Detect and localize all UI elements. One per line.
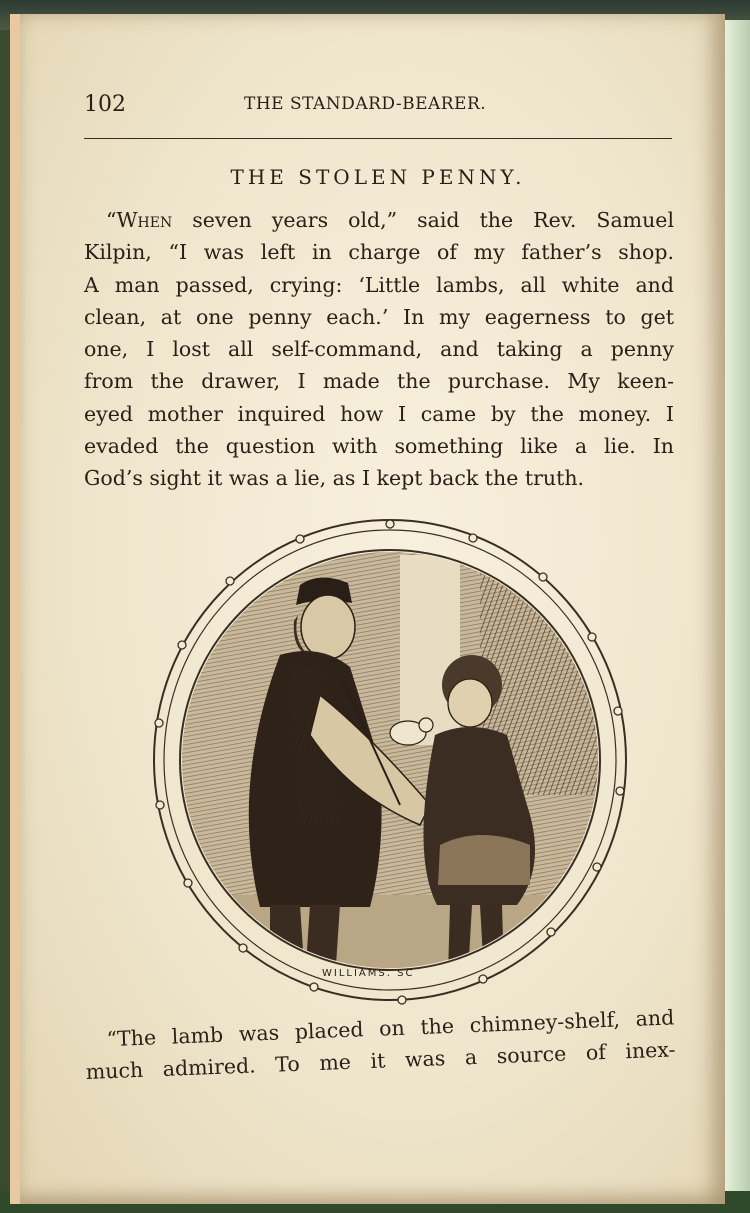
paragraph-line: evaded the question with something like a lie. In [84,434,674,459]
small-caps-word: When [116,208,173,232]
chapter-title: THE STOLEN PENNY. [230,165,526,189]
paragraph-line: eyed mother inquired how I came by the money. I [84,401,674,426]
paragraph-line: much admired. To me it was a source of inex- [85,1037,676,1085]
page-header [84,92,672,124]
paragraph-line: A man passed, crying: ‘Little lambs, all white and [84,272,674,297]
paragraph-line [84,204,674,236]
paragraph-1 [84,204,674,495]
paragraph-line: God’s sight it was a lie, as I kept back the truth. [84,466,585,491]
paragraph-line: one, I lost all self-command, and taking a penny [84,337,674,362]
paragraph-line: clean, at one penny each.’ In my eagerness to get [84,304,674,329]
header-rule [84,138,672,139]
engraver-signature: WILLIAMS. SC [322,968,415,979]
page-number: 102 [84,92,126,117]
line-text: seven years old,” said the Rev. Samuel [172,208,674,232]
opening-quote: “ [106,208,117,232]
paragraph-line: “The lamb was placed on the chimney-shelf, and [106,1005,675,1052]
paragraph-line: from the drawer, I made the purchase. My keen- [84,369,674,394]
engraving-illustration [150,515,630,1005]
running-title: THE STANDARD-BEARER. [244,94,487,114]
paragraph-line: Kilpin, “I was left in charge of my father’s shop. [84,240,674,265]
